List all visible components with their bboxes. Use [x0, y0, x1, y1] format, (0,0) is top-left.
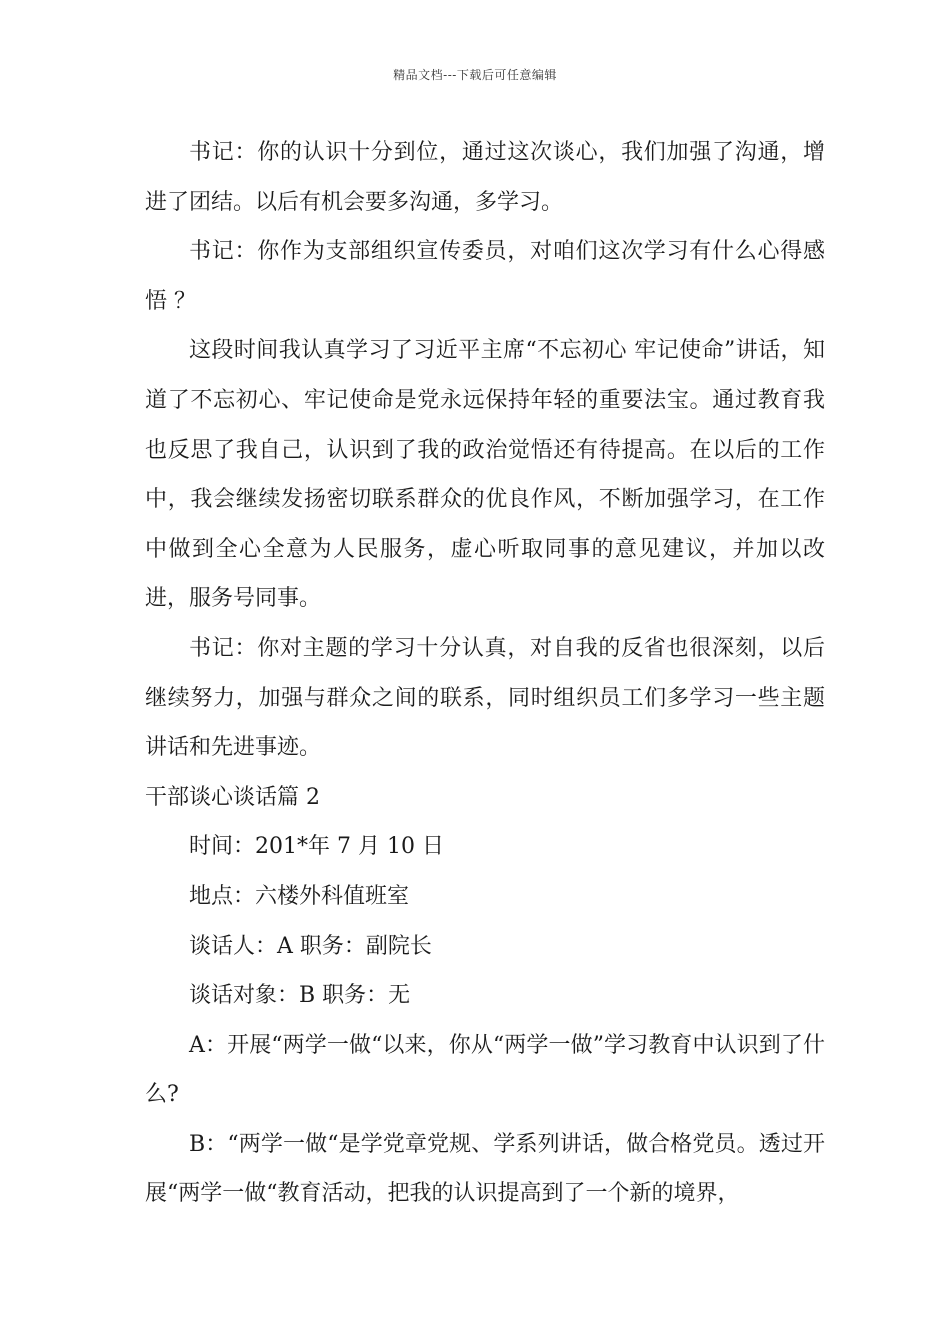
paragraph: 书记：你对主题的学习十分认真，对自我的反省也很深刻，以后继续努力，加强与群众之间的联系，同时组织员工们多学习一些主题讲话和先进事迹。: [145, 635, 825, 761]
paragraph: 谈话对象：B 职务：无: [189, 983, 411, 1009]
section-heading: 干部谈心谈话篇 2: [145, 784, 320, 810]
page-header: 精品文档---下载后可任意编辑: [393, 68, 557, 82]
paragraph: B：“两学一做“是学党章党规、学系列讲话，做合格党员。透过开展“两学一做“教育活动，把我的认识提高到了一个新的境界，: [145, 1131, 825, 1207]
paragraph: 书记：你作为支部组织宣传委员，对咱们这次学习有什么心得感悟 ？: [145, 239, 825, 314]
document-body: [145, 128, 825, 1219]
paragraph: 时间：201*年 7 月 10 日: [189, 834, 444, 860]
paragraph: 谈话人：A 职务：副院长: [189, 933, 432, 959]
paragraph: 这段时间我认真学习了习近平主席“不忘初心 牢记使命”讲话，知道了不忘初心、牢记使命是党永远保持年轻的重要法宝。通过教育我也反思了我自己，认识到了我的政治觉悟还有待提高。在以后的工作中，我会继续发扬密切联系群众的优良作风，不断加强学习，在工作中做到全心全意为人民服务，虚心听取同事的意见建议，并加以改进，服务号同事。: [145, 338, 825, 612]
paragraph: 地点：六楼外科值班室: [189, 883, 410, 909]
paragraph: A：开展“两学一做“以来，你从“两学一做”学习教育中认识到了什么?: [145, 1032, 825, 1108]
paragraph: 书记：你的认识十分到位，通过这次谈心，我们加强了沟通，增进了团结。以后有机会要多沟通，多学习。: [145, 140, 825, 215]
